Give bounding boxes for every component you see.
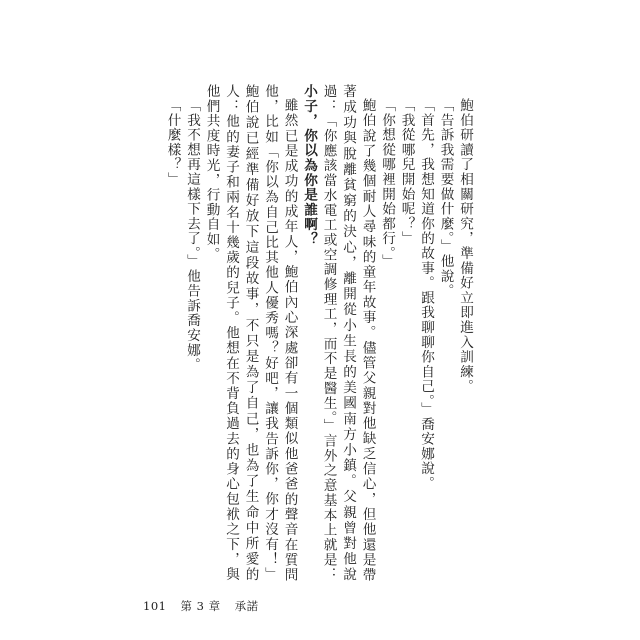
paragraph: 鮑伯說了幾個耐人尋味的童年故事。儘管父親對他缺乏信心，但他還是帶著成功與脫離貧窮的決心，離開從小生長的美國南方小鎮。父親曾對他說過：「你應該當水電工或空調修理工，而不是醫生。」言外之意基本上就是：小子，你以為你是誰啊？ (301, 84, 376, 582)
page-footer (143, 598, 273, 614)
paragraph: 「你想從哪裡開始都行。」 (379, 97, 395, 269)
paragraph: 「什麼樣？」 (164, 97, 181, 187)
paragraph: 雖然已是成功的成年人，鮑伯內心深處卻有一個類似他爸爸的聲音在質問他，比如「你以為自己比其他人優秀嗎？好吧，讓我告訴你，你才沒有！」鮑伯說已經準備好放下這段故事，不只是為了自己，也為了生命中所愛的人：他的妻子和兩名十幾歲的兒子。他想在不背負過去的身心包袱之下，與他們共度時光，行動自如。 (203, 84, 298, 582)
body-text (162, 84, 474, 582)
chapter-title: 承諾 (234, 599, 259, 613)
paragraph: 鮑伯研讀了相關研究，準備好立即進入訓練。 (457, 97, 473, 394)
paragraph: 「我從哪兒開始呢？」 (398, 97, 415, 246)
paragraph: 「告訴我需要做什麼。」他說。 (437, 97, 454, 298)
page-number: 101 (143, 599, 167, 613)
emphasis-text: 小子，你以為你是誰啊？ (301, 84, 317, 247)
chapter-number: 第 3 章 (180, 599, 221, 613)
paragraph: 「我不想再這樣下去了。」他告訴喬安娜。 (184, 97, 200, 372)
paragraph: 「首先，我想知道你的故事。跟我聊聊你自己。」喬安娜說。 (418, 97, 434, 491)
